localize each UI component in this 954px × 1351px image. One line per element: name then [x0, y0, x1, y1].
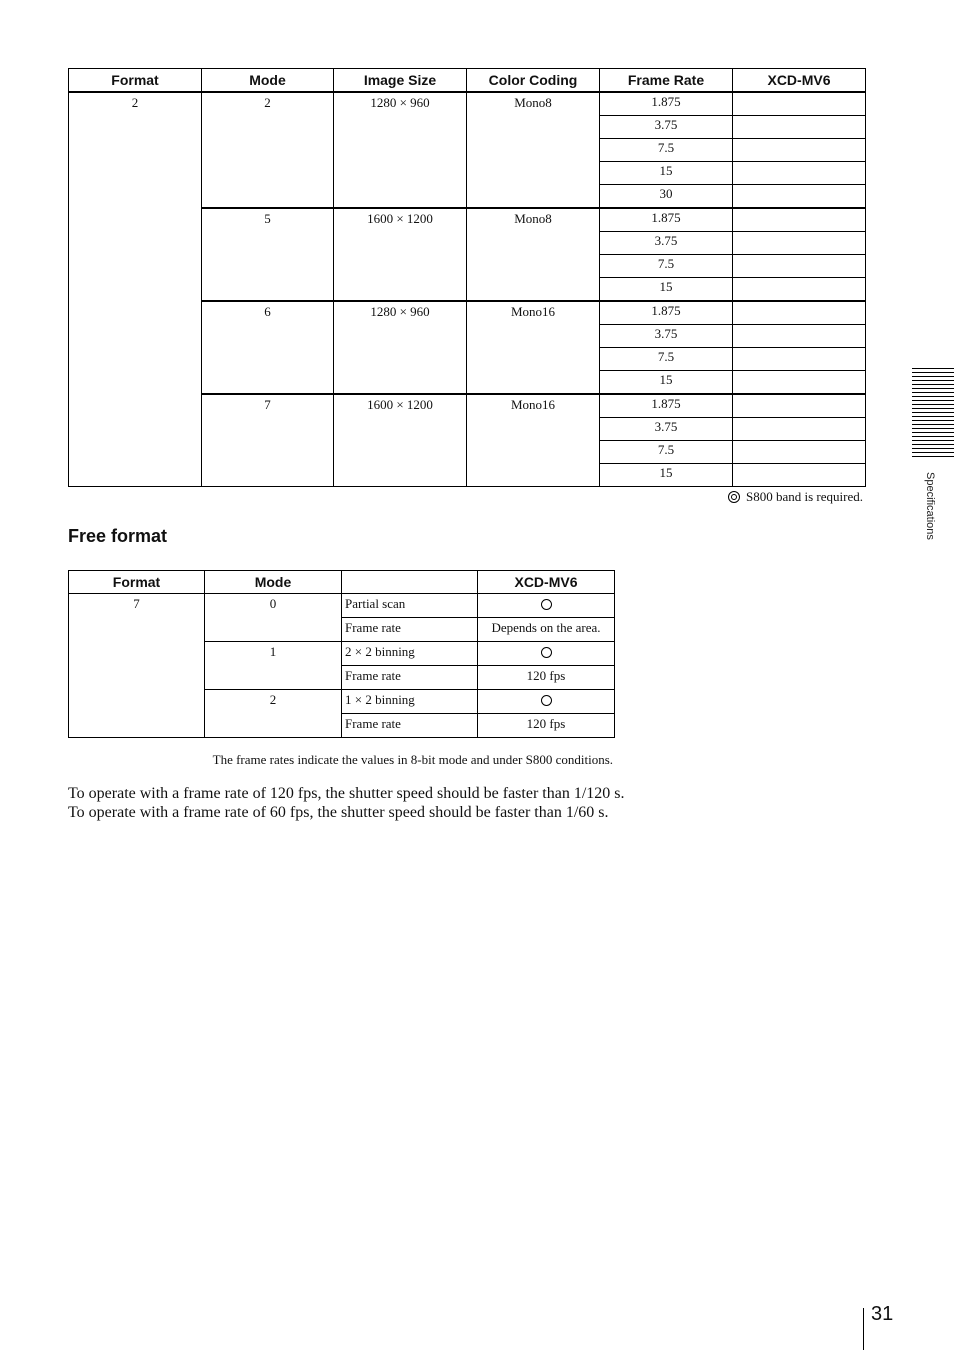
- mode-cell: 1: [205, 642, 342, 690]
- double-circle-icon: [728, 491, 740, 503]
- image-size-cell: 1600 × 1200: [334, 208, 467, 301]
- frame-rate-cell: 7.5: [600, 441, 733, 464]
- section-title: Free format: [68, 526, 168, 546]
- model-cell: [733, 232, 866, 255]
- header-image-size: Image Size: [334, 69, 467, 93]
- frame-rate-cell: 3.75: [600, 116, 733, 139]
- mode-cell: 2: [202, 92, 334, 208]
- frame-rate-cell: 7.5: [600, 139, 733, 162]
- header-format: Format: [69, 69, 202, 93]
- model-cell: [733, 418, 866, 441]
- side-section-label: Specifications: [924, 472, 936, 540]
- frame-rate-cell: 15: [600, 278, 733, 302]
- model-cell: [733, 185, 866, 209]
- model-cell: [733, 208, 866, 232]
- support-cell: [478, 594, 615, 618]
- model-cell: [733, 348, 866, 371]
- value-cell: 120 fps: [478, 666, 615, 690]
- format-cell: 2: [69, 92, 202, 487]
- frame-rate-cell: 1.875: [600, 394, 733, 418]
- paragraph: To operate with a frame rate of 60 fps, the shutter speed should be faster than 1/60 s.: [68, 804, 609, 821]
- model-cell: [733, 92, 866, 116]
- frame-rate-cell: 1.875: [600, 208, 733, 232]
- page-number-rule: [863, 1308, 864, 1350]
- section-tab-marker: [912, 368, 954, 460]
- mode-cell: 0: [205, 594, 342, 642]
- image-size-cell: 1280 × 960: [334, 301, 467, 394]
- header-blank: [342, 571, 478, 594]
- circle-icon: [541, 647, 552, 658]
- model-cell: [733, 162, 866, 185]
- mode-cell: 2: [205, 690, 342, 738]
- row-label: Frame rate: [342, 714, 478, 738]
- model-cell: [733, 255, 866, 278]
- model-cell: [733, 301, 866, 325]
- color-coding-cell: Mono16: [467, 394, 600, 487]
- mode-cell: 6: [202, 301, 334, 394]
- header-model: XCD-MV6: [478, 571, 615, 594]
- circle-icon: [541, 599, 552, 610]
- legend-text: S800 band is required.: [746, 489, 863, 504]
- format-cell: 7: [69, 594, 205, 738]
- frame-rate-cell: 3.75: [600, 325, 733, 348]
- header-mode: Mode: [202, 69, 334, 93]
- model-cell: [733, 278, 866, 302]
- frame-rate-cell: 7.5: [600, 255, 733, 278]
- model-cell: [733, 464, 866, 487]
- row-label: Frame rate: [342, 618, 478, 642]
- page-number: 31: [871, 1303, 894, 1325]
- support-cell: [478, 690, 615, 714]
- support-cell: [478, 642, 615, 666]
- frame-rate-cell: 15: [600, 162, 733, 185]
- paragraph: To operate with a frame rate of 120 fps, the shutter speed should be faster than 1/120 s.: [68, 785, 625, 802]
- value-cell: Depends on the area.: [478, 618, 615, 642]
- row-label: Frame rate: [342, 666, 478, 690]
- model-cell: [733, 325, 866, 348]
- legend-note: [728, 489, 863, 505]
- table-note: The frame rates indicate the values in 8-bit mode and under S800 conditions.: [212, 752, 613, 767]
- mode-cell: 7: [202, 394, 334, 487]
- image-size-cell: 1600 × 1200: [334, 394, 467, 487]
- mode-cell: 5: [202, 208, 334, 301]
- frame-rate-cell: 3.75: [600, 232, 733, 255]
- header-model: XCD-MV6: [733, 69, 866, 93]
- header-frame-rate: Frame Rate: [600, 69, 733, 93]
- color-coding-cell: Mono8: [467, 208, 600, 301]
- color-coding-cell: Mono16: [467, 301, 600, 394]
- model-cell: [733, 441, 866, 464]
- model-cell: [733, 394, 866, 418]
- frame-rate-cell: 30: [600, 185, 733, 209]
- row-label: Partial scan: [342, 594, 478, 618]
- color-coding-cell: Mono8: [467, 92, 600, 208]
- frame-rate-cell: 15: [600, 371, 733, 395]
- circle-icon: [541, 695, 552, 706]
- model-cell: [733, 116, 866, 139]
- frame-rate-cell: 7.5: [600, 348, 733, 371]
- frame-rate-cell: 1.875: [600, 92, 733, 116]
- value-cell: 120 fps: [478, 714, 615, 738]
- frame-rate-table: [68, 68, 866, 487]
- header-color-coding: Color Coding: [467, 69, 600, 93]
- frame-rate-cell: 15: [600, 464, 733, 487]
- header-format: Format: [69, 571, 205, 594]
- image-size-cell: 1280 × 960: [334, 92, 467, 208]
- row-label: 2 × 2 binning: [342, 642, 478, 666]
- model-cell: [733, 371, 866, 395]
- free-format-table: [68, 570, 615, 738]
- frame-rate-cell: 3.75: [600, 418, 733, 441]
- body-text: [68, 784, 625, 822]
- frame-rate-cell: 1.875: [600, 301, 733, 325]
- row-label: 1 × 2 binning: [342, 690, 478, 714]
- header-mode: Mode: [205, 571, 342, 594]
- model-cell: [733, 139, 866, 162]
